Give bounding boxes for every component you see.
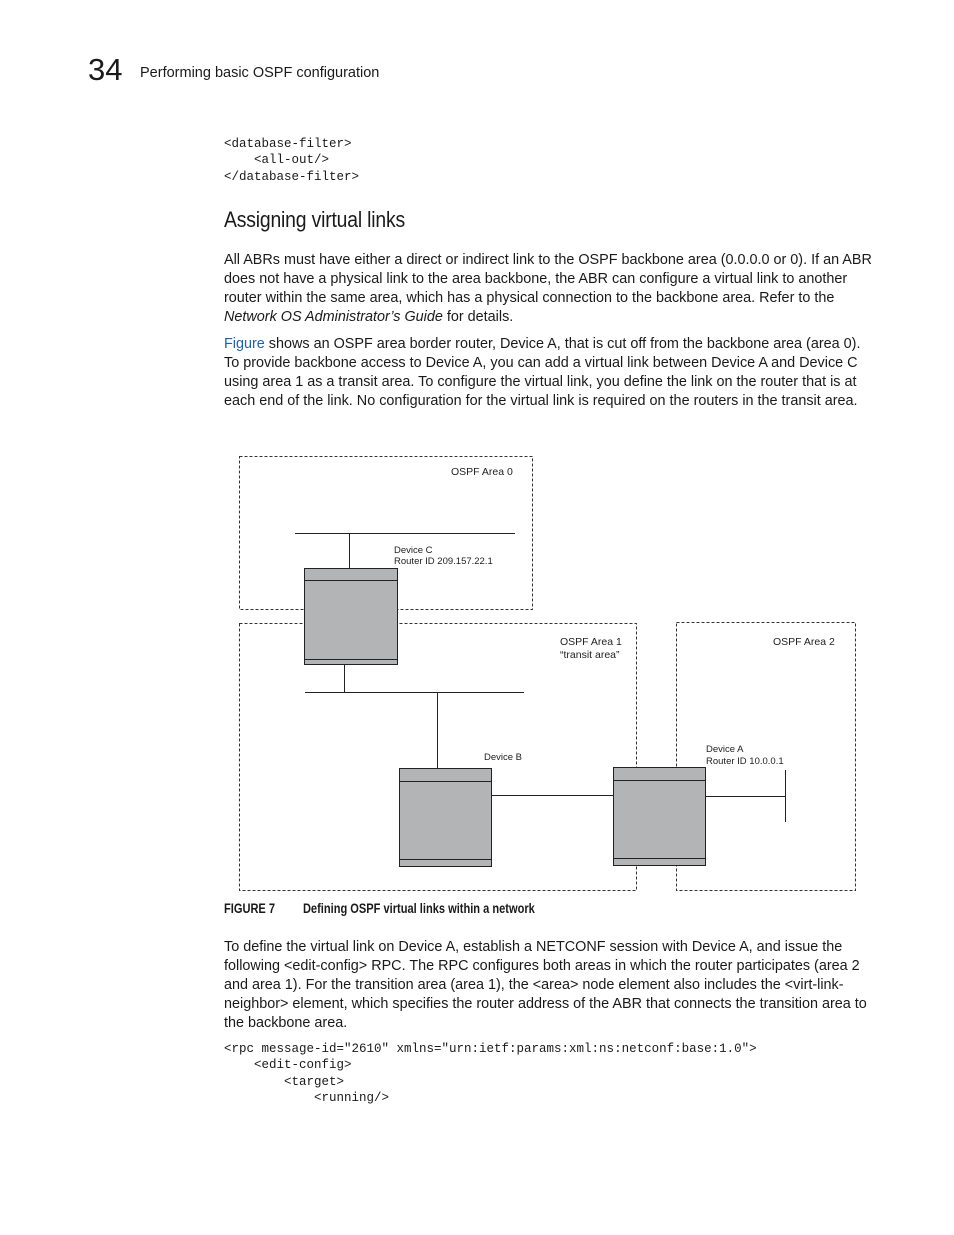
device-a-router [614, 768, 706, 866]
code-block-database-filter: <database-filter> <all-out/> </database-filter> [224, 137, 360, 184]
ospf-virtual-link-figure [0, 440, 954, 900]
para1-text-start: All ABRs must have either a direct or indirect link to the OSPF backbone area (0.0.0.0 or 0). If an ABR does not have a physical link to the area backbone, the ABR can configure a virtual link to another router within the same area, which has a physical connection to the backbone area. Refer to the [224, 252, 872, 306]
section-title: Assigning virtual links [224, 207, 406, 232]
paragraph-abr-intro [224, 251, 872, 327]
device-b-label: Device B [484, 752, 523, 763]
figure-caption-text: Defining OSPF virtual links within a network [302, 901, 535, 916]
figure-label: FIGURE 7 [224, 901, 276, 916]
device-c-router [305, 569, 398, 665]
area1-label: OSPF Area 1 [560, 636, 622, 648]
device-c-label: Device C [394, 545, 433, 556]
device-b-router [400, 769, 492, 867]
chapter-number: 34 [88, 52, 123, 87]
device-a-router-id: Router ID 10.0.0.1 [706, 756, 784, 767]
area0-label: OSPF Area 0 [451, 466, 513, 478]
device-c-router-id: Router ID 209.157.22.1 [394, 556, 493, 567]
area1-sublabel: “transit area” [560, 649, 620, 661]
network-diagram [0, 440, 954, 900]
figure-link[interactable]: Figure [224, 336, 265, 352]
para2-text: shows an OSPF area border router, Device A, that is cut off from the backbone area (area 0). To provide backbone access to Device A, you can add a virtual link between Device A and Device C using area 1 as a transit area. To configure the virtual link, you define the link on the router that is at each end of the link. No configuration for the virtual link is required on the routers in the transit area. [224, 336, 861, 409]
guide-title-italic: Network OS Administrator’s Guide [224, 308, 443, 325]
figure-caption [224, 901, 535, 916]
para1-text-end: for details. [442, 308, 514, 325]
area2-label: OSPF Area 2 [773, 636, 835, 648]
code-block-rpc: <rpc message-id="2610" xmlns="urn:ietf:params:xml:ns:netconf:base:1.0"> <edit-config> <target> <running/> [224, 1042, 757, 1105]
running-header: Performing basic OSPF configuration [140, 65, 380, 81]
paragraph-figure-description [224, 335, 872, 411]
device-a-label: Device A [706, 744, 744, 755]
paragraph-define-virtual-link: To define the virtual link on Device A, establish a NETCONF session with Device A, and issue the following <edit-config> RPC. The RPC configures both areas in which the router participates (area 2 and area 1). For the transition area (area 1), the <area> node element also includes the <virt-link-neighbor> element, which specifies the router address of the ABR that connects the transition area to the backbone area. [224, 939, 867, 1031]
